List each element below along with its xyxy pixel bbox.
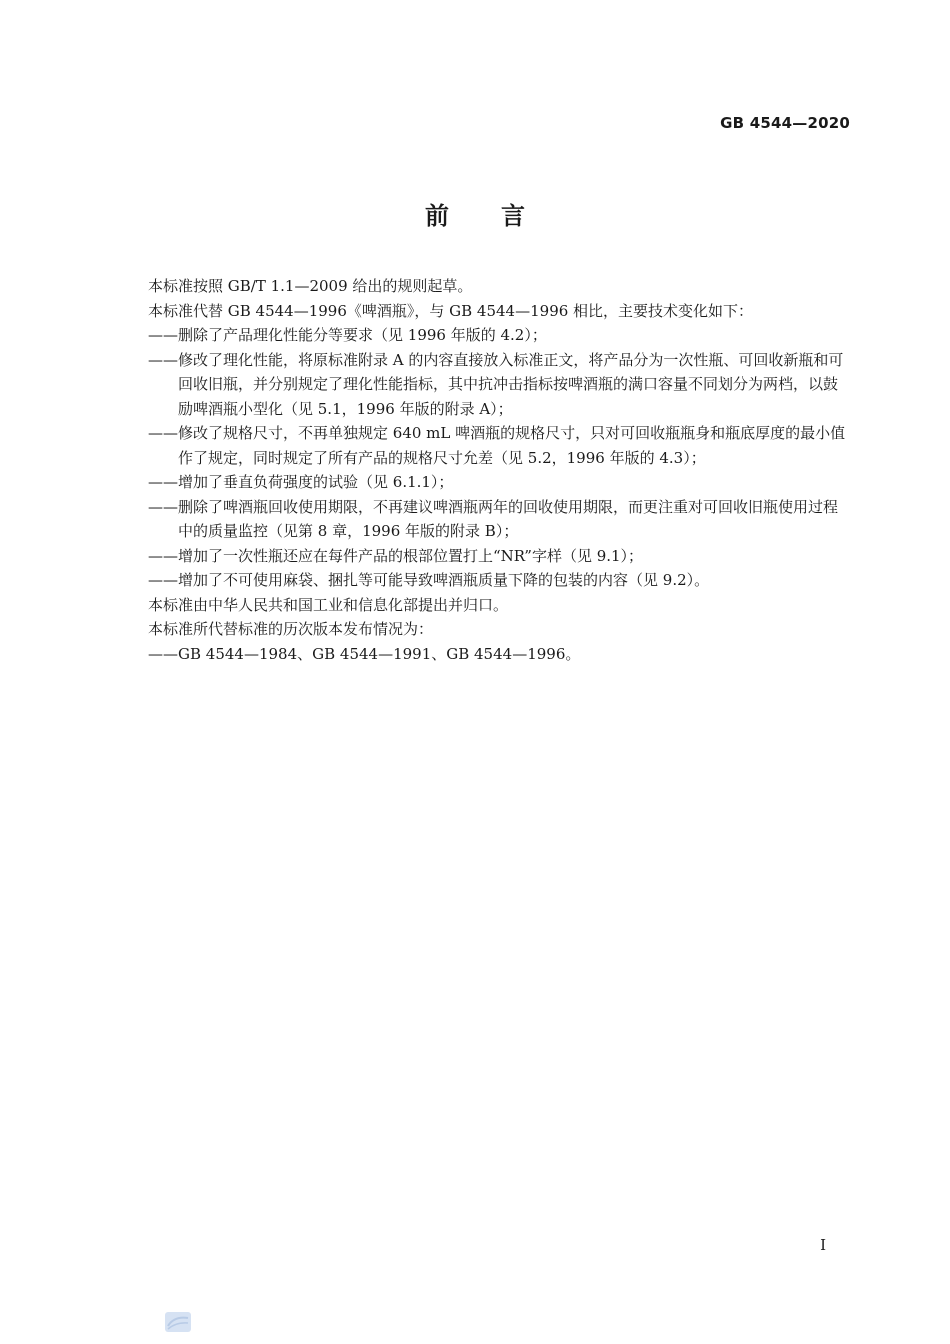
list-item: ——增加了一次性瓶还应在每件产品的根部位置打上“NR”字样（见 9.1）；	[148, 546, 644, 565]
list-item: ——修改了规格尺寸，不再单独规定 640 mL 啤酒瓶的规格尺寸，只对可回收瓶瓶身和瓶底厚度的最小值作了规定，同时规定了所有产品的规格尺寸允差（见 5.2，1996 年版的 4.3）；	[148, 424, 846, 467]
paragraph-history-intro: 本标准所代替标准的历次版本发布情况为：	[148, 620, 434, 638]
paragraph-proposer: 本标准由中华人民共和国工业和信息化部提出并归口。	[148, 595, 509, 614]
list-item: ——删除了啤酒瓶回收使用期限，不再建议啤酒瓶两年的回收使用期限，而更注重对可回收旧瓶使用过程中的质量监控（见第 8 章，1996 年版的附录 B）；	[148, 497, 839, 540]
page-number: I	[820, 1236, 826, 1254]
list-item: ——删除了产品理化性能分等要求（见 1996 年版的 4.2）；	[148, 326, 547, 344]
page-title: 前言	[425, 202, 577, 230]
standard-number: GB 4544—2020	[720, 114, 850, 132]
list-item: ——增加了不可使用麻袋、捆扎等可能导致啤酒瓶质量下降的包装的内容（见 9.2）。	[148, 571, 710, 589]
paragraph-drafting-rule: 本标准按照 GB/T 1.1—2009 给出的规则起草。	[148, 277, 473, 295]
document-body	[148, 274, 850, 666]
list-item-history: ——GB 4544—1984、GB 4544—1991、GB 4544—1996。	[148, 644, 581, 663]
paragraph-replacement: 本标准代替 GB 4544—1996《啤酒瓶》，与 GB 4544—1996 相比，主要技术变化如下：	[148, 301, 754, 320]
sac-logo-icon	[164, 1310, 192, 1334]
list-item: ——修改了理化性能，将原标准附录 A 的内容直接放入标准正文，将产品分为一次性瓶、可回收新瓶和可回收旧瓶，并分别规定了理化性能指标，其中抗冲击指标按啤酒瓶的满口容量不同划分为两档，以鼓励啤酒瓶小型化（见 5.1，1996 年版的附录 A）；	[148, 350, 844, 418]
list-item: ——增加了垂直负荷强度的试验（见 6.1.1）；	[148, 473, 454, 491]
